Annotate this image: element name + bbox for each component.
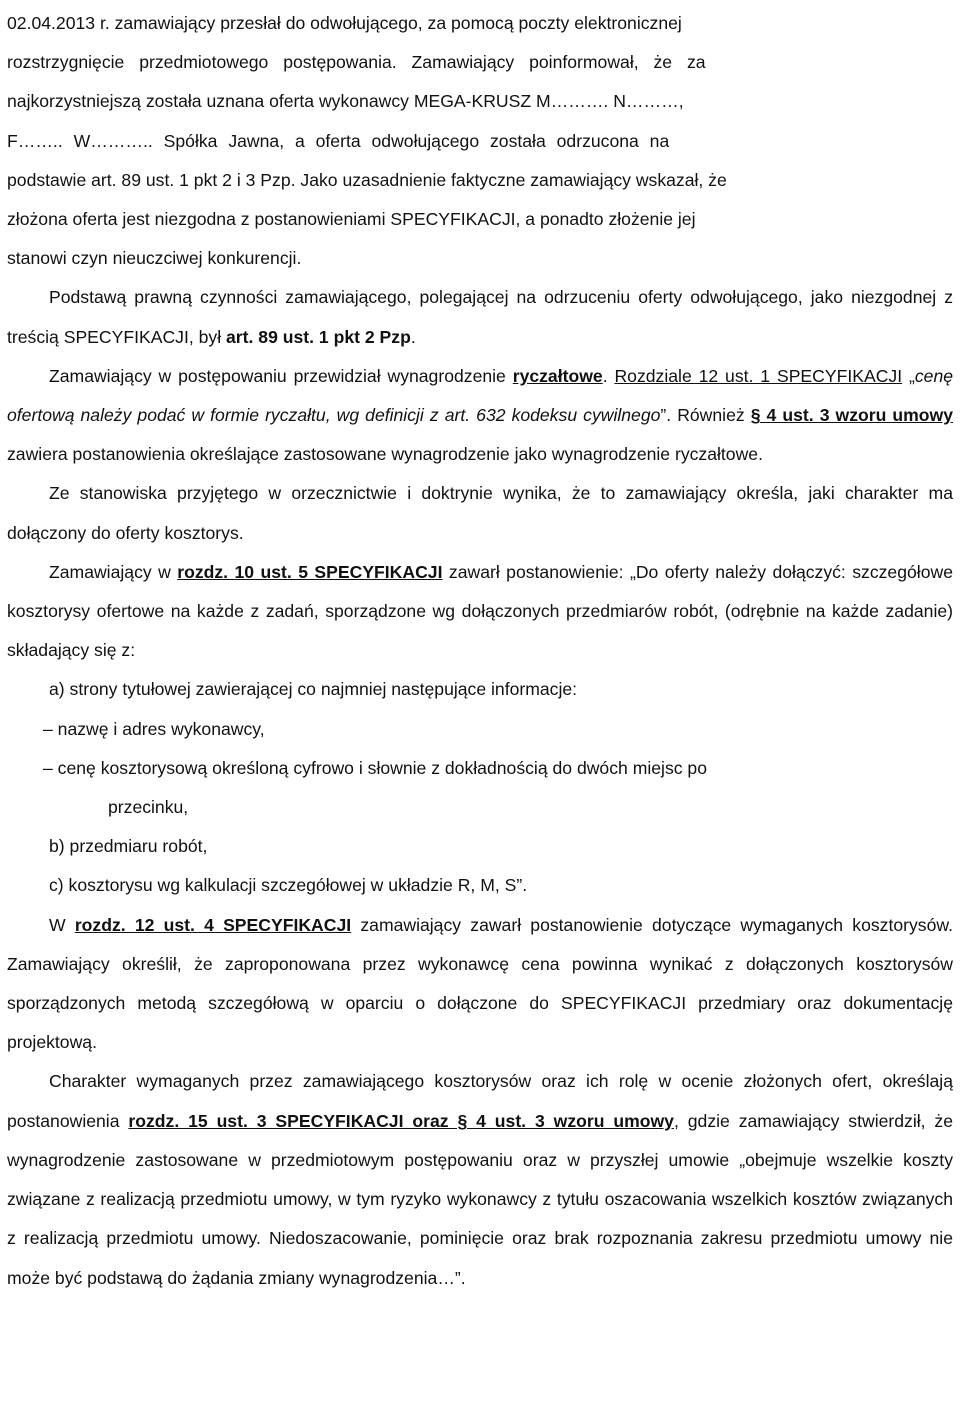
legal-reference: § 4 ust. 3 wzoru umowy — [750, 405, 953, 426]
quotation: cenę ofertową należy podać w formie ryczałtu, wg definicji z art. 632 kodeksu cywilnego — [7, 365, 954, 426]
text-run: Charakter wymaganych przez zamawiającego kosztorysów oraz ich rolę w ocenie złożonych ofert, określają postanowienia — [7, 1071, 953, 1131]
text-line: F…….. W……….. Spółka Jawna, a oferta odwołującego została odrzucona na — [7, 130, 670, 151]
text-run: . — [602, 365, 615, 386]
legal-reference: art. 89 ust. 1 pkt 2 Pzp — [226, 326, 411, 347]
text-run: Podstawą prawną czynności zamawiającego, polegającej na odrzuceniu oferty odwołującego, jako niezgodnej z treścią SPECYFIKACJI, był — [7, 287, 953, 347]
legal-reference: rozdz. 10 ust. 5 SPECYFIKACJI — [177, 561, 443, 582]
text-line — [7, 161, 953, 200]
requirements-list — [7, 670, 953, 905]
text-line: najkorzystniejszą została uznana oferta wykonawcy MEGA-KRUSZ M………. N………, — [7, 91, 684, 112]
text-line: rozstrzygnięcie przedmiotowego postępowania. Zamawiający poinformował, że za — [7, 52, 706, 73]
text-run: ”. Również — [660, 405, 751, 426]
paragraph-2 — [7, 278, 953, 356]
text-run: podstawie art. 89 ust. 1 pkt 2 i 3 Pzp. — [7, 169, 296, 190]
legal-reference: rozdz. 12 ust. 4 SPECYFIKACJI — [74, 914, 352, 935]
text-run: „ — [902, 365, 915, 386]
text-run: Zamawiający w — [49, 561, 178, 582]
paragraph-3 — [7, 357, 953, 475]
paragraph-6 — [7, 906, 953, 1063]
text-run: zawarł postanowienie: „Do oferty należy dołączyć: szczegółowe kosztorysy ofertowe na każde z zadań, sporządzone wg dołączonych przedmiarów robót, (odrębnie na każde zadanie) składający się z: — [7, 561, 953, 661]
paragraph-7 — [7, 1062, 953, 1297]
list-subitem: – nazwę i adres wykonawcy, — [43, 718, 265, 739]
text-run: , gdzie zamawiający stwierdził, że wynagrodzenie zastosowane w przedmiotowym postępowaniu oraz w przyszłej umowie „obejmuje wszelkie koszty związane z realizacją przedmiotu umowy, w tym ryzyko wykonawcy z tytułu oszacowania wszelkich kosztów związanych z realizacją przedmiotu umowy. Niedoszacowanie, pominięcie oraz brak rozpoznania zakresu przedmiotu umowy nie może być podstawą do żądania zmiany wynagrodzenia…”. — [7, 1110, 954, 1288]
emphasis-term: ryczałtowe — [512, 365, 603, 386]
list-subitem-continuation: przecinku, — [108, 797, 189, 818]
text-run: zawiera postanowienia określające zastosowane wynagrodzenie jako wynagrodzenie ryczałtowe. — [7, 444, 763, 465]
text-line: złożona oferta jest niezgodna z postanowieniami SPECYFIKACJI, a ponadto złożenie jej — [7, 209, 696, 230]
list-item: c) kosztorysu wg kalkulacji szczegółowej w układzie R, M, S”. — [49, 875, 528, 896]
paragraph-4: Ze stanowiska przyjętego w orzecznictwie i doktrynie wynika, że to zamawiający określa, jaki charakter ma dołączony do oferty kosztorys. — [7, 483, 953, 543]
text-line: stanowi czyn nieuczciwej konkurencji. — [7, 248, 302, 269]
text-run: zamawiający zawarł postanowienie dotyczące wymaganych kosztorysów. Zamawiający określił, że zaproponowana przez wykonawcę cena powinna wynikać z dołączonych kosztorysów sporządzonych metodą szczegółową w oparciu o dołączone do SPECYFIKACJI przedmiary oraz dokumentację projektową. — [7, 914, 953, 1053]
legal-reference: Rozdziale 12 ust. 1 SPECYFIKACJI — [614, 365, 903, 386]
paragraph-5 — [7, 553, 953, 671]
text-line: 02.04.2013 r. zamawiający przesłał do odwołującego, za pomocą poczty elektronicznej — [7, 13, 682, 33]
text-run: . — [410, 326, 416, 347]
list-subitem: – cenę kosztorysową określoną cyfrowo i słownie z dokładnością do dwóch miejsc po — [43, 757, 708, 778]
text-run: Zamawiający w postępowaniu przewidział wynagrodzenie — [49, 365, 513, 386]
legal-reference: rozdz. 15 ust. 3 SPECYFIKACJI oraz § 4 ust. 3 wzoru umowy — [128, 1110, 674, 1131]
list-item: b) przedmiaru robót, — [49, 836, 208, 857]
list-item: a) strony tytułowej zawierającej co najmniej następujące informacje: — [49, 679, 578, 700]
paragraph-1 — [7, 4, 953, 278]
text-run: Jako uzasadnienie faktyczne zamawiający wskazał, że — [295, 169, 727, 190]
text-run: W — [49, 914, 75, 935]
